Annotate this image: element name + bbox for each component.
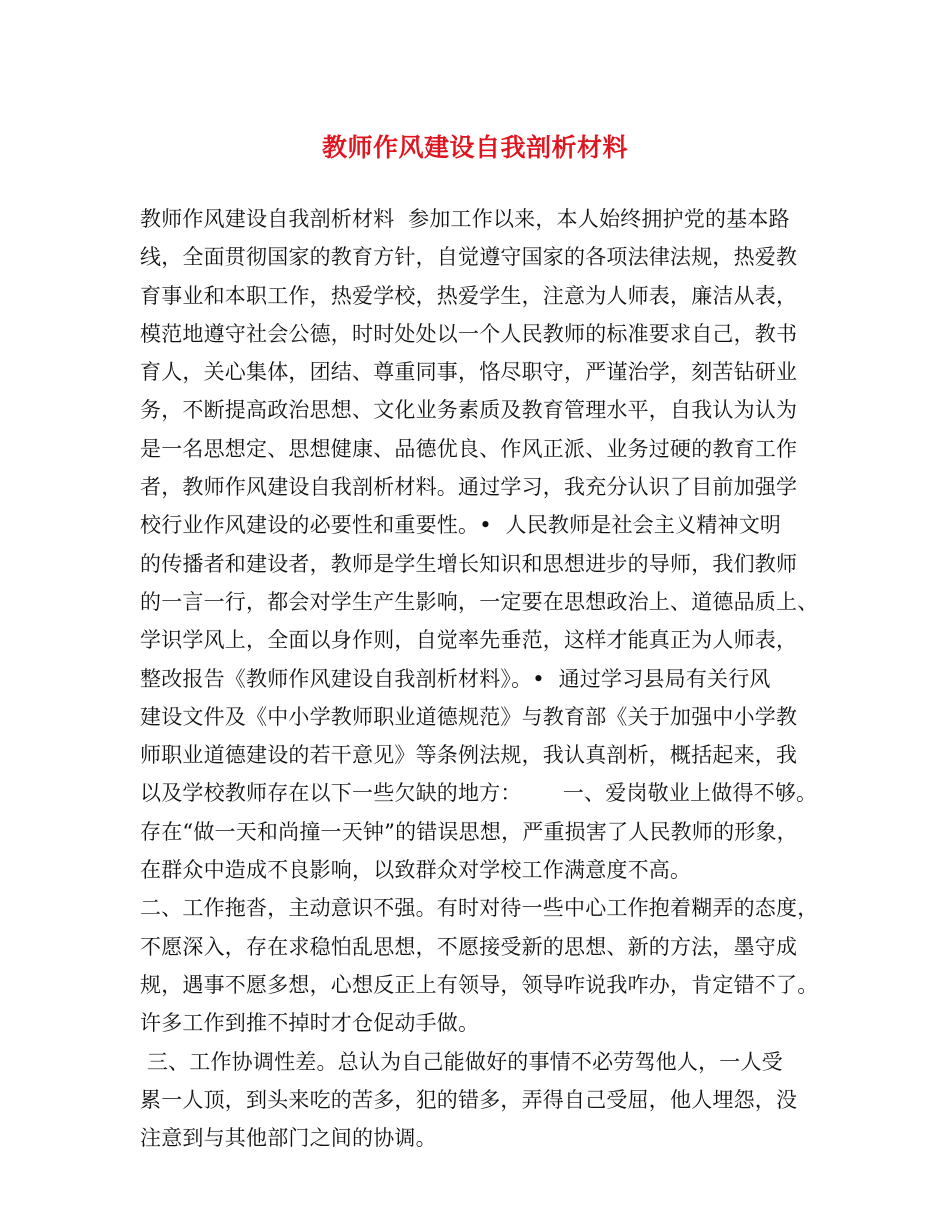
text-line: 模范地遵守社会公德，时时处处以一个人民教师的标准要求自己，教书 xyxy=(140,321,798,346)
text-line: 校行业作风建设的必要性和重要性。• 人民教师是社会主义精神文明 xyxy=(140,513,782,538)
text-line: 二、工作拖沓，主动意识不强。有时对待一些中心工作抱着糊弄的态度， xyxy=(140,896,819,921)
text-line: 建设文件及《中小学教师职业道德规范》与教育部《关于加强中小学教 xyxy=(140,704,798,729)
text-line: 累一人顶，到头来吃的苦多，犯的错多，弄得自己受屈，他人埋怨，没 xyxy=(140,1087,798,1112)
text-line: 是一名思想定、思想健康、品德优良、作风正派、业务过硬的教育工作 xyxy=(140,436,798,461)
text-line: 在群众中造成不良影响，以致群众对学校工作满意度不高。 xyxy=(140,858,692,883)
text-line: 育事业和本职工作，热爱学校，热爱学生，注意为人师表，廉洁从表， xyxy=(140,283,798,308)
text-line: 的一言一行，都会对学生产生影响，一定要在思想政治上、道德品质上、 xyxy=(140,589,819,614)
text-line: 教师作风建设自我剖析材料 参加工作以来，本人始终拥护党的基本路 xyxy=(140,207,790,231)
text-line: 育人，关心集体，团结、尊重同事，恪尽职守，严谨治学，刻苦钻研业 xyxy=(140,360,798,385)
text-line: 线，全面贯彻国家的教育方针，自觉遵守国家的各项法律法规，热爱教 xyxy=(140,245,798,270)
text-line: 整改报告《教师作风建设自我剖析材料》。• 通过学习县局有关行风 xyxy=(140,666,771,691)
text-line: 者，教师作风建设自我剖析材料。通过学习，我充分认识了目前加强学 xyxy=(140,475,798,500)
text-line: 师职业道德建设的若干意见》等条例法规，我认真剖析，概括起来，我 xyxy=(140,743,798,768)
text-line: 许多工作到推不掉时才仓促动手做。 xyxy=(140,1011,480,1036)
text-line: 注意到与其他部门之间的协调。 xyxy=(140,1126,437,1151)
text-line: 规，遇事不愿多想，心想反正上有领导，领导咋说我咋办，肯定错不了。 xyxy=(140,972,819,997)
document-body xyxy=(140,200,840,1157)
text-line: 不愿深入，存在求稳怕乱思想，不愿接受新的思想、新的方法，墨守成 xyxy=(140,934,798,959)
text-line: 三、工作协调性差。总认为自己能做好的事情不必劳驾他人，一人受 xyxy=(140,1049,783,1074)
document-title: 教师作风建设自我剖析材料 xyxy=(321,133,628,162)
text-line: 存在“做一天和尚撞一天钟”的错误思想，严重损害了人民教师的形象， xyxy=(140,819,798,844)
text-line: 以及学校教师存在以下一些欠缺的地方： 一、爱岗敬业上做得不够。 xyxy=(140,781,818,806)
text-line: 的传播者和建设者，教师是学生增长知识和思想进步的导师，我们教师 xyxy=(140,551,798,576)
text-line: 学识学风上，全面以身作则，自觉率先垂范，这样才能真正为人师表， xyxy=(140,628,798,653)
text-line: 务，不断提高政治思想、文化业务素质及教育管理水平，自我认为认为 xyxy=(140,398,798,423)
